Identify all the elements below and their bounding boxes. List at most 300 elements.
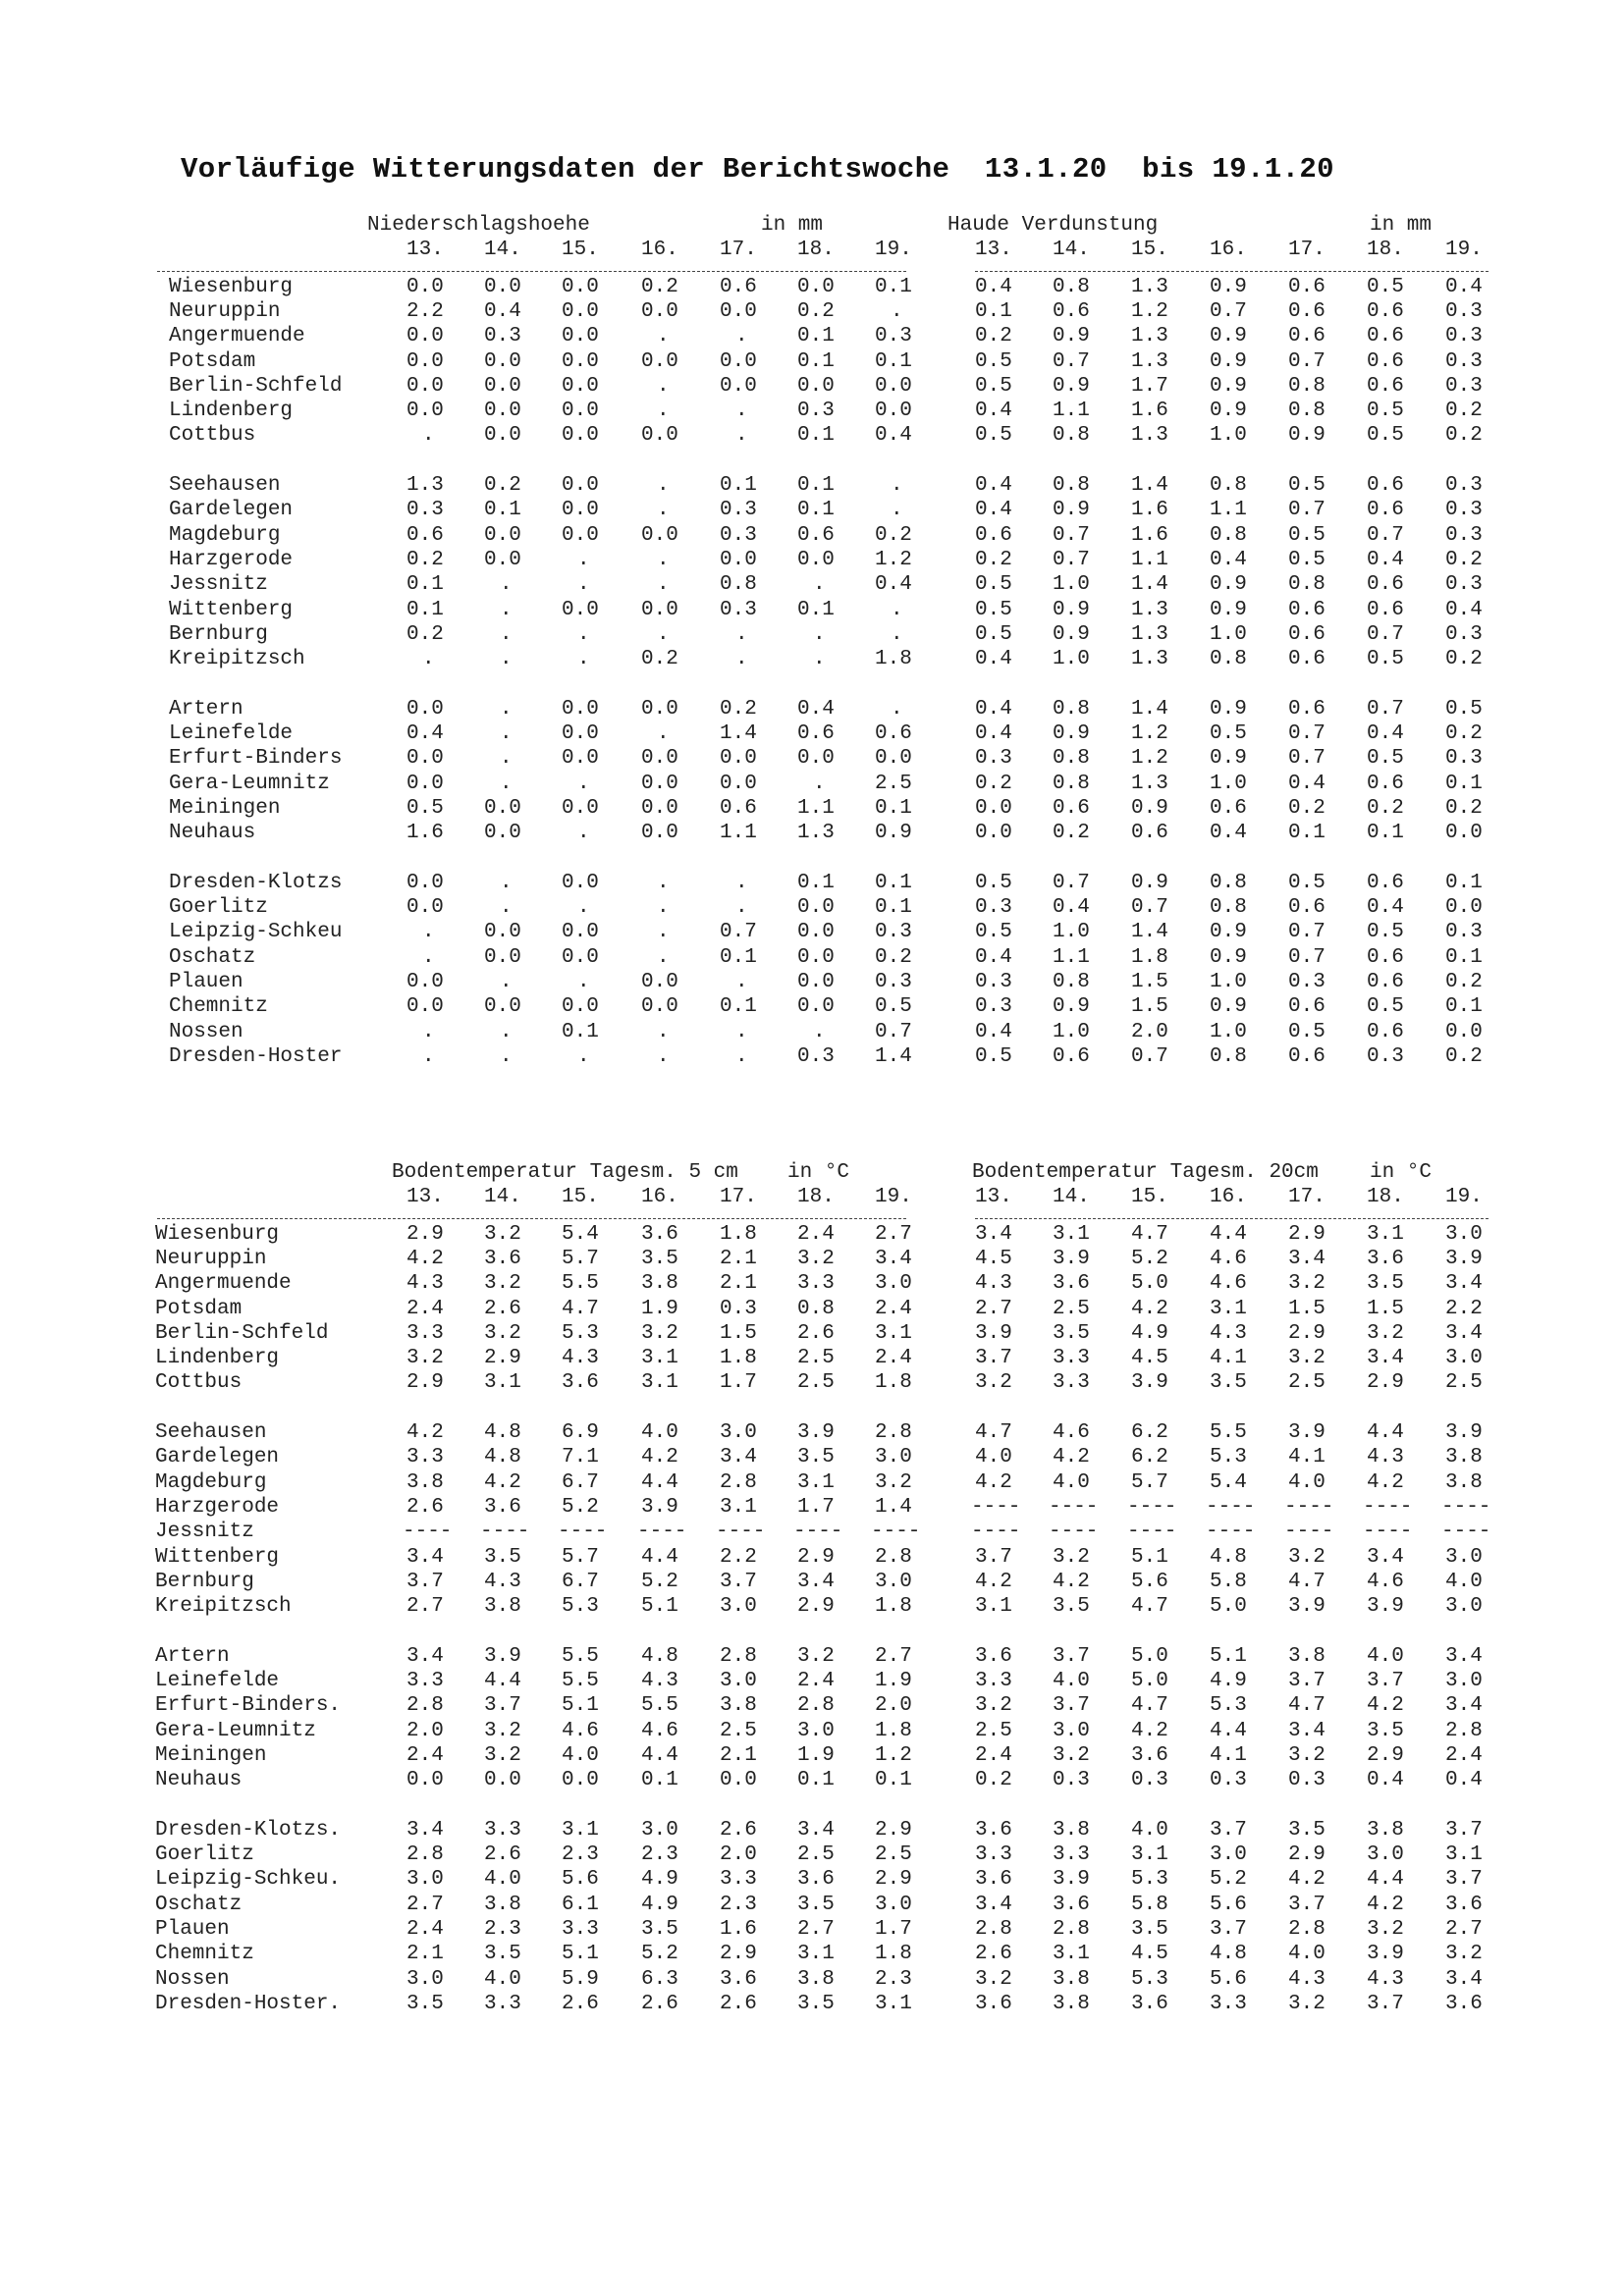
table-cell: 5.4 [562, 1222, 599, 1246]
table-cell: 3.7 [1367, 1670, 1404, 1692]
table-cell: 3.3 [406, 1670, 444, 1692]
table-cell: 4.6 [1210, 1247, 1247, 1270]
table-cell: 2.0 [875, 1694, 912, 1718]
table-cell: 4.2 [641, 1446, 678, 1469]
table-cell: 5.7 [562, 1247, 599, 1270]
table-cell: 3.3 [484, 1992, 521, 2015]
table-cell: 5.3 [1210, 1446, 1247, 1469]
table-cell: 0.7 [1288, 499, 1326, 522]
table-cell: 1.0 [1210, 1020, 1247, 1043]
table-cell: 2.9 [875, 1868, 912, 1892]
table-cell: 0.1 [875, 796, 912, 820]
table-cell: 0.8 [1210, 523, 1247, 547]
table-cell: 5.0 [1131, 1670, 1168, 1692]
table-cell: 5.2 [641, 1943, 678, 1966]
table-cell: 2.5 [797, 1843, 835, 1867]
table-cell: ---- [1363, 1521, 1413, 1544]
table-cell: 3.5 [797, 1992, 835, 2015]
table-cell: 0.1 [875, 1769, 912, 1792]
table-cell: 1.3 [797, 822, 835, 845]
table-cell: 2.5 [797, 1371, 835, 1395]
table-cell: 0.0 [562, 598, 599, 621]
table-cell: 0.3 [797, 400, 835, 423]
table-cell: 3.0 [875, 1570, 912, 1593]
table-cell: 3.5 [797, 1893, 835, 1916]
table-cell: 0.7 [1288, 722, 1326, 745]
table-cell: 0.1 [797, 424, 835, 448]
table-cell: 1.3 [1131, 598, 1168, 621]
table-cell: 3.2 [484, 1743, 521, 1767]
table-cell: 3.1 [562, 1818, 599, 1842]
table-cell: 3.3 [975, 1843, 1012, 1867]
table-cell: 3.2 [1288, 1545, 1326, 1569]
page-title: Vorläufige Witterungsdaten der Berichtswoche 13.1.20 bis 19.1.20 [181, 153, 1334, 186]
table-cell: 0.0 [641, 349, 678, 373]
table-cell: 0.9 [1210, 573, 1247, 597]
table-cell: 0.0 [406, 697, 444, 721]
table-cell: 0.0 [484, 921, 521, 944]
table-cell: 0.3 [975, 995, 1012, 1019]
table-cell: 0.0 [797, 896, 835, 920]
table-cell: 2.4 [875, 1297, 912, 1320]
table-cell: 3.2 [1367, 1321, 1404, 1345]
table-cell: 3.4 [1367, 1545, 1404, 1569]
station-name: Potsdam [169, 349, 256, 373]
table-cell: . [891, 697, 903, 721]
table-cell: 3.2 [484, 1321, 521, 1345]
table-cell: 5.5 [562, 1272, 599, 1296]
station-name: Bernburg [155, 1570, 254, 1593]
station-name: Wittenberg [155, 1545, 280, 1569]
station-name: Erfurt-Binders [169, 747, 343, 771]
table-cell: 3.5 [1210, 1371, 1247, 1395]
soiltemp-table-day-header: 15. [1131, 1186, 1168, 1209]
table-cell: 0.6 [1288, 1044, 1326, 1068]
station-name: Jessnitz [169, 573, 268, 597]
table-cell: 0.6 [1288, 598, 1326, 621]
table-cell: . [813, 1020, 826, 1043]
table-cell: 0.4 [975, 1020, 1012, 1043]
table-cell: 4.0 [1131, 1818, 1168, 1842]
station-name: Harzgerode [155, 1495, 280, 1519]
table-cell: 3.6 [641, 1222, 678, 1246]
table-cell: 4.2 [484, 1470, 521, 1494]
station-name: Berlin-Schfeld [155, 1321, 329, 1345]
table-cell: 3.8 [484, 1595, 521, 1619]
table-cell: 1.6 [406, 822, 444, 845]
table-cell: 2.9 [797, 1545, 835, 1569]
table-cell: 3.4 [1288, 1247, 1326, 1270]
table-cell: 0.0 [641, 523, 678, 547]
table-cell: 3.2 [975, 1694, 1012, 1718]
table-cell: 3.2 [797, 1644, 835, 1668]
table-cell: 0.0 [641, 747, 678, 771]
table-cell: 0.4 [1445, 598, 1483, 621]
table-cell: 2.9 [875, 1818, 912, 1842]
table-cell: 3.2 [1445, 1943, 1483, 1966]
table-cell: 4.4 [484, 1670, 521, 1692]
station-name: Angermuende [169, 325, 305, 348]
table-cell: 0.3 [975, 747, 1012, 771]
table-cell: 0.5 [975, 598, 1012, 621]
table-cell: 2.9 [1367, 1371, 1404, 1395]
station-name: Leipzig-Schkeu [169, 921, 343, 944]
table-cell: 2.8 [875, 1545, 912, 1569]
table-cell: . [422, 424, 435, 448]
table-cell: 0.4 [484, 299, 521, 323]
table-cell: 0.6 [1288, 896, 1326, 920]
table-cell: 5.1 [562, 1694, 599, 1718]
table-cell: 1.0 [1210, 424, 1247, 448]
table-cell: 0.2 [484, 474, 521, 497]
table-cell: 1.2 [875, 548, 912, 571]
table-cell: 0.6 [1367, 474, 1404, 497]
table-cell: 0.3 [1367, 1044, 1404, 1068]
table-cell: 0.3 [875, 325, 912, 348]
table-cell: 3.4 [1288, 1719, 1326, 1742]
table-cell: 1.6 [1131, 499, 1168, 522]
table-cell: 0.8 [797, 1297, 835, 1320]
table-cell: 2.9 [797, 1595, 835, 1619]
table-cell: 2.4 [406, 1743, 444, 1767]
table-cell: 3.2 [1053, 1743, 1090, 1767]
table-cell: 0.2 [875, 945, 912, 969]
table-cell: 3.8 [1053, 1818, 1090, 1842]
soiltemp-table-left-unit: in °C [787, 1161, 850, 1184]
table-cell: 0.0 [641, 697, 678, 721]
table-cell: 2.9 [406, 1371, 444, 1395]
table-cell: 3.1 [1131, 1843, 1168, 1867]
table-cell: 2.1 [720, 1272, 757, 1296]
station-name: Lindenberg [155, 1347, 280, 1370]
table-cell: 4.6 [1053, 1421, 1090, 1444]
table-cell: 3.0 [720, 1595, 757, 1619]
table-cell: 0.9 [1053, 598, 1090, 621]
table-cell: 1.4 [875, 1044, 912, 1068]
station-name: Seehausen [169, 474, 281, 497]
table-cell: 6.1 [562, 1893, 599, 1916]
station-name: Harzgerode [169, 548, 294, 571]
table-cell: 0.7 [1053, 871, 1090, 894]
table-cell: 3.1 [641, 1347, 678, 1370]
table-cell: 5.1 [641, 1595, 678, 1619]
table-cell: 0.5 [1288, 871, 1326, 894]
table-cell: 0.0 [406, 275, 444, 298]
table-cell: 3.6 [1445, 1992, 1483, 2015]
table-cell: 0.6 [406, 523, 444, 547]
table-cell: 2.4 [406, 1918, 444, 1941]
table-cell: . [500, 896, 513, 920]
table-cell: 0.6 [1053, 299, 1090, 323]
table-cell: 0.7 [1053, 523, 1090, 547]
station-name: Jessnitz [155, 1521, 254, 1544]
table-cell: 0.1 [1445, 995, 1483, 1019]
table-cell: 3.6 [1053, 1272, 1090, 1296]
table-cell: 1.6 [1131, 400, 1168, 423]
table-cell: 0.6 [1367, 971, 1404, 993]
table-cell: 0.6 [1367, 499, 1404, 522]
table-cell: 2.8 [720, 1470, 757, 1494]
table-cell: 0.0 [484, 995, 521, 1019]
table-cell: 0.0 [562, 424, 599, 448]
table-cell: 4.2 [406, 1247, 444, 1270]
table-cell: 3.0 [1367, 1843, 1404, 1867]
table-cell: 0.0 [641, 822, 678, 845]
table-cell: ---- [1441, 1521, 1491, 1544]
table-cell: 2.4 [1445, 1743, 1483, 1767]
station-name: Neuruppin [169, 299, 281, 323]
table-cell: 0.3 [1131, 1769, 1168, 1792]
table-cell: 0.8 [1053, 747, 1090, 771]
table-cell: . [813, 573, 826, 597]
table-cell: 0.9 [1210, 921, 1247, 944]
table-cell: 0.1 [406, 573, 444, 597]
table-cell: 5.5 [562, 1670, 599, 1692]
table-cell: 0.5 [975, 573, 1012, 597]
table-cell: 3.2 [484, 1272, 521, 1296]
table-cell: 3.5 [641, 1247, 678, 1270]
table-cell: . [813, 648, 826, 671]
table-cell: 0.0 [562, 374, 599, 398]
table-cell: 3.5 [1288, 1818, 1326, 1842]
table-cell: 0.0 [562, 325, 599, 348]
table-cell: 3.6 [797, 1868, 835, 1892]
table-cell: 0.1 [797, 325, 835, 348]
table-cell: 0.3 [1445, 349, 1483, 373]
table-cell: 3.4 [406, 1644, 444, 1668]
station-name: Dresden-Klotzs [169, 871, 343, 894]
table-cell: 3.2 [797, 1247, 835, 1270]
table-cell: 0.3 [975, 971, 1012, 993]
table-cell: 0.6 [1131, 822, 1168, 845]
table-cell: 3.1 [1445, 1843, 1483, 1867]
table-cell: 3.8 [1053, 1992, 1090, 2015]
table-cell: 3.9 [641, 1495, 678, 1519]
soiltemp-table-day-header: 19. [1445, 1186, 1483, 1209]
table-cell: 0.0 [797, 374, 835, 398]
table-cell: 0.0 [562, 299, 599, 323]
table-cell: 0.0 [562, 747, 599, 771]
table-cell: 3.1 [1367, 1222, 1404, 1246]
table-cell: 3.7 [1445, 1818, 1483, 1842]
table-cell: 0.6 [1367, 1020, 1404, 1043]
table-cell: 0.2 [875, 523, 912, 547]
table-cell: 5.6 [1210, 1967, 1247, 1991]
table-cell: 4.3 [641, 1670, 678, 1692]
precip-evap-table-day-header: 18. [1367, 239, 1404, 262]
table-cell: 0.6 [1288, 995, 1326, 1019]
table-cell: ---- [1206, 1495, 1256, 1519]
table-cell: 0.0 [406, 871, 444, 894]
table-cell: 0.4 [1367, 1769, 1404, 1792]
table-cell: 0.0 [641, 796, 678, 820]
table-cell: 0.4 [975, 275, 1012, 298]
table-cell: 3.1 [484, 1371, 521, 1395]
station-name: Neuhaus [169, 822, 256, 845]
table-cell: 3.0 [1445, 1347, 1483, 1370]
table-cell: ---- [637, 1521, 687, 1544]
table-cell: 1.3 [1131, 349, 1168, 373]
table-cell: 3.5 [1367, 1719, 1404, 1742]
table-cell: 0.7 [1367, 622, 1404, 646]
soiltemp-table-day-header: 16. [1210, 1186, 1247, 1209]
table-cell: 4.0 [484, 1868, 521, 1892]
table-cell: 1.8 [720, 1347, 757, 1370]
table-cell: . [577, 1044, 590, 1068]
table-cell: 1.8 [875, 1943, 912, 1966]
table-cell: 0.8 [1053, 971, 1090, 993]
table-cell: . [500, 971, 513, 993]
table-cell: 0.1 [641, 1769, 678, 1792]
table-cell: 2.4 [875, 1347, 912, 1370]
table-cell: 0.5 [975, 374, 1012, 398]
table-cell: 0.7 [875, 1020, 912, 1043]
station-name: Wittenberg [169, 598, 294, 621]
table-cell: 0.6 [1053, 796, 1090, 820]
table-cell: 2.5 [720, 1719, 757, 1742]
station-name: Chemnitz [169, 995, 268, 1019]
table-cell: . [657, 474, 670, 497]
table-cell: 0.0 [720, 374, 757, 398]
table-cell: 0.0 [797, 921, 835, 944]
table-cell: 0.0 [975, 822, 1012, 845]
table-cell: 1.0 [1053, 1020, 1090, 1043]
table-cell: 0.3 [1210, 1769, 1247, 1792]
table-cell: 3.6 [975, 1868, 1012, 1892]
table-cell: 0.6 [1367, 573, 1404, 597]
table-cell: 0.0 [720, 772, 757, 795]
table-cell: 1.1 [720, 822, 757, 845]
table-cell: 0.9 [1210, 275, 1247, 298]
table-cell: 0.9 [1288, 424, 1326, 448]
station-name: Goerlitz [169, 896, 268, 920]
table-cell: 0.7 [1210, 299, 1247, 323]
table-cell: 1.5 [1131, 995, 1168, 1019]
table-cell: 3.2 [641, 1321, 678, 1345]
table-cell: 1.6 [1131, 523, 1168, 547]
table-cell: 0.0 [562, 995, 599, 1019]
table-cell: 3.7 [720, 1570, 757, 1593]
table-cell: 0.5 [1210, 722, 1247, 745]
table-cell: 4.2 [975, 1470, 1012, 1494]
table-cell: 2.0 [406, 1719, 444, 1742]
station-name: Erfurt-Binders. [155, 1694, 342, 1718]
table-cell: 0.2 [1445, 722, 1483, 745]
table-cell: 0.4 [975, 474, 1012, 497]
table-cell: 0.0 [406, 995, 444, 1019]
table-cell: 0.3 [720, 1297, 757, 1320]
table-cell: 0.0 [720, 349, 757, 373]
table-cell: . [657, 622, 670, 646]
table-cell: 0.2 [1445, 796, 1483, 820]
table-cell: 0.6 [1288, 325, 1326, 348]
table-cell: 3.8 [641, 1272, 678, 1296]
table-cell: 0.8 [1288, 374, 1326, 398]
table-cell: 1.5 [720, 1321, 757, 1345]
table-cell: . [500, 648, 513, 671]
table-cell: 0.0 [484, 349, 521, 373]
table-cell: . [577, 822, 590, 845]
table-cell: 3.0 [797, 1719, 835, 1742]
table-cell: 1.1 [1210, 499, 1247, 522]
table-cell: 0.6 [1367, 325, 1404, 348]
station-name: Wiesenburg [155, 1222, 280, 1246]
table-cell: 3.7 [406, 1570, 444, 1593]
table-cell: 2.7 [975, 1297, 1012, 1320]
table-cell: 3.7 [1367, 1992, 1404, 2015]
table-cell: 4.1 [1210, 1743, 1247, 1767]
table-cell: 4.4 [1367, 1868, 1404, 1892]
table-cell: 3.5 [1131, 1918, 1168, 1941]
table-cell: 3.2 [406, 1347, 444, 1370]
station-name: Artern [155, 1644, 230, 1668]
table-cell: 4.6 [1367, 1570, 1404, 1593]
table-cell: 0.5 [975, 424, 1012, 448]
table-cell: 3.6 [1445, 1893, 1483, 1916]
table-cell: 0.9 [1131, 796, 1168, 820]
table-cell: 2.5 [875, 772, 912, 795]
table-cell: 3.3 [484, 1818, 521, 1842]
table-cell: 1.3 [1131, 325, 1168, 348]
soiltemp-table-left-label: Bodentemperatur Tagesm. 5 cm [392, 1161, 738, 1184]
table-cell: 3.0 [1445, 1222, 1483, 1246]
table-cell: . [657, 573, 670, 597]
table-cell: ---- [1284, 1521, 1334, 1544]
table-cell: 3.0 [875, 1893, 912, 1916]
table-cell: 2.1 [720, 1247, 757, 1270]
station-name: Meiningen [155, 1743, 267, 1767]
table-cell: ---- [1049, 1521, 1099, 1544]
table-cell: 0.7 [1367, 697, 1404, 721]
table-cell: 2.9 [1367, 1743, 1404, 1767]
table-cell: 3.1 [875, 1992, 912, 2015]
table-cell: 3.8 [1367, 1818, 1404, 1842]
table-cell: 2.8 [406, 1694, 444, 1718]
table-cell: 0.5 [1288, 548, 1326, 571]
table-cell: 0.5 [975, 349, 1012, 373]
table-cell: 0.1 [975, 299, 1012, 323]
table-cell: 4.0 [975, 1446, 1012, 1469]
table-cell: 1.8 [875, 1371, 912, 1395]
table-cell: 0.0 [484, 945, 521, 969]
table-cell: 3.5 [484, 1943, 521, 1966]
table-cell: 3.4 [1445, 1967, 1483, 1991]
table-cell: 3.4 [406, 1818, 444, 1842]
table-cell: 4.3 [1367, 1446, 1404, 1469]
table-cell: 0.0 [720, 548, 757, 571]
table-cell: 0.0 [562, 349, 599, 373]
table-cell: 3.0 [406, 1868, 444, 1892]
table-cell: 0.1 [484, 499, 521, 522]
table-cell: 4.2 [1367, 1470, 1404, 1494]
table-cell: 5.3 [1131, 1868, 1168, 1892]
table-cell: ---- [716, 1521, 766, 1544]
table-cell: 0.0 [562, 945, 599, 969]
table-cell: 1.3 [1131, 648, 1168, 671]
table-cell: 3.9 [1367, 1943, 1404, 1966]
precip-evap-table-rule-left [157, 271, 906, 272]
table-cell: 4.2 [406, 1421, 444, 1444]
table-cell: 0.0 [562, 275, 599, 298]
table-cell: 2.1 [720, 1743, 757, 1767]
table-cell: 3.3 [797, 1272, 835, 1296]
table-cell: . [657, 548, 670, 571]
table-cell: 3.0 [1210, 1843, 1247, 1867]
table-cell: 2.6 [797, 1321, 835, 1345]
table-cell: 1.7 [1131, 374, 1168, 398]
table-cell: 3.5 [1053, 1595, 1090, 1619]
station-name: Leipzig-Schkeu. [155, 1868, 342, 1892]
